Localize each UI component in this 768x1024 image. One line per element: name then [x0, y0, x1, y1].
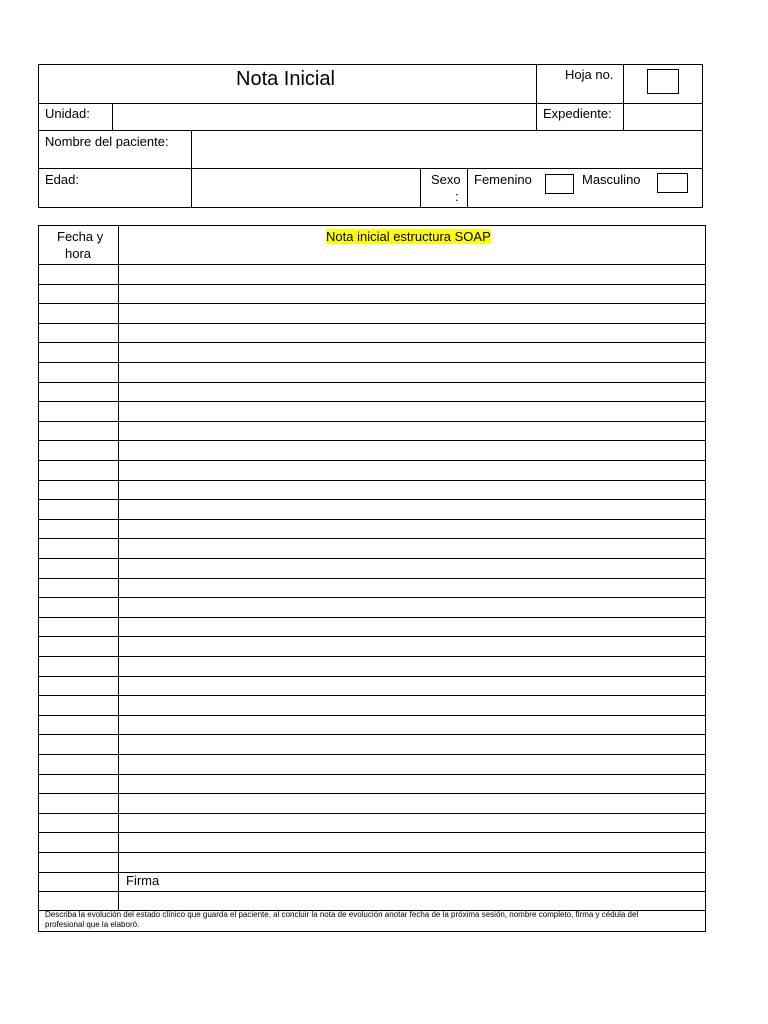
patient-header-table — [38, 64, 703, 208]
soap-entry-row[interactable] — [39, 637, 705, 656]
soap-entry-row[interactable] — [39, 402, 705, 421]
sheet-number-field[interactable] — [647, 69, 679, 94]
age-label: Edad: — [45, 172, 79, 187]
col-divider — [467, 168, 468, 208]
female-label: Femenino — [474, 172, 532, 187]
soap-entry-row[interactable] — [39, 794, 705, 813]
soap-entry-row[interactable] — [39, 520, 705, 539]
soap-entry-row[interactable] — [39, 285, 705, 304]
soap-entry-row[interactable] — [39, 696, 705, 715]
signature-label: Firma — [126, 873, 160, 888]
soap-entry-row[interactable] — [39, 441, 705, 460]
soap-entry-row[interactable] — [39, 735, 705, 754]
soap-entry-row[interactable] — [39, 755, 705, 774]
soap-entry-row[interactable] — [39, 304, 705, 323]
instructions-note: Describa la evolución del estado clínico que guarda el paciente, al concluir la nota de evolución anotar fecha de la próxima sesión, nombre completo, firma y cédula del — [45, 910, 639, 919]
soap-entry-row[interactable] — [39, 363, 705, 382]
soap-entry-row[interactable] — [39, 422, 705, 441]
soap-entry-row[interactable] — [39, 539, 705, 558]
female-checkbox[interactable] — [545, 174, 574, 194]
soap-entry-row[interactable] — [39, 500, 705, 519]
record-label: Expediente: — [543, 106, 612, 121]
soap-notes-table — [38, 225, 706, 932]
soap-entry-row[interactable] — [39, 481, 705, 500]
soap-entry-row[interactable] — [39, 775, 705, 794]
col-divider — [420, 168, 421, 208]
soap-entry-row[interactable] — [39, 814, 705, 833]
soap-entry-row[interactable] — [39, 618, 705, 637]
col-divider — [118, 226, 119, 910]
soap-entry-row[interactable] — [39, 383, 705, 402]
soap-entry-row[interactable] — [39, 833, 705, 852]
date-time-header: Fecha y — [57, 229, 104, 244]
soap-entry-row[interactable] — [39, 657, 705, 676]
soap-entry-row[interactable] — [39, 598, 705, 617]
male-checkbox[interactable] — [657, 173, 688, 193]
soap-note-header: Nota inicial estructura SOAP — [326, 229, 491, 244]
age-field[interactable] — [192, 169, 420, 208]
unit-field[interactable] — [113, 104, 535, 130]
soap-entry-row[interactable] — [39, 265, 705, 284]
soap-entry-row[interactable] — [39, 579, 705, 598]
male-label: Masculino — [582, 172, 641, 187]
unit-label: Unidad: — [45, 106, 90, 121]
sex-label-colon: : — [455, 189, 459, 204]
soap-entry-row[interactable] — [39, 716, 705, 735]
soap-entry-row[interactable] — [39, 853, 705, 872]
instructions-note-line2: profesional que la elaboró. — [45, 920, 140, 929]
patient-name-label: Nombre del paciente: — [45, 134, 169, 149]
date-time-header-line2: hora — [65, 246, 92, 261]
patient-name-field[interactable] — [192, 131, 702, 168]
col-divider — [536, 65, 537, 131]
soap-entry-row[interactable] — [39, 677, 705, 696]
record-field[interactable] — [624, 104, 702, 130]
soap-entry-row[interactable] — [39, 324, 705, 343]
soap-entry-row[interactable] — [39, 343, 705, 362]
sex-label: Sexo — [431, 172, 461, 187]
soap-entry-row[interactable] — [39, 461, 705, 480]
sheet-number-label: Hoja no. — [565, 67, 614, 82]
soap-entry-row[interactable] — [39, 559, 705, 578]
form-title: Nota Inicial — [236, 68, 335, 90]
